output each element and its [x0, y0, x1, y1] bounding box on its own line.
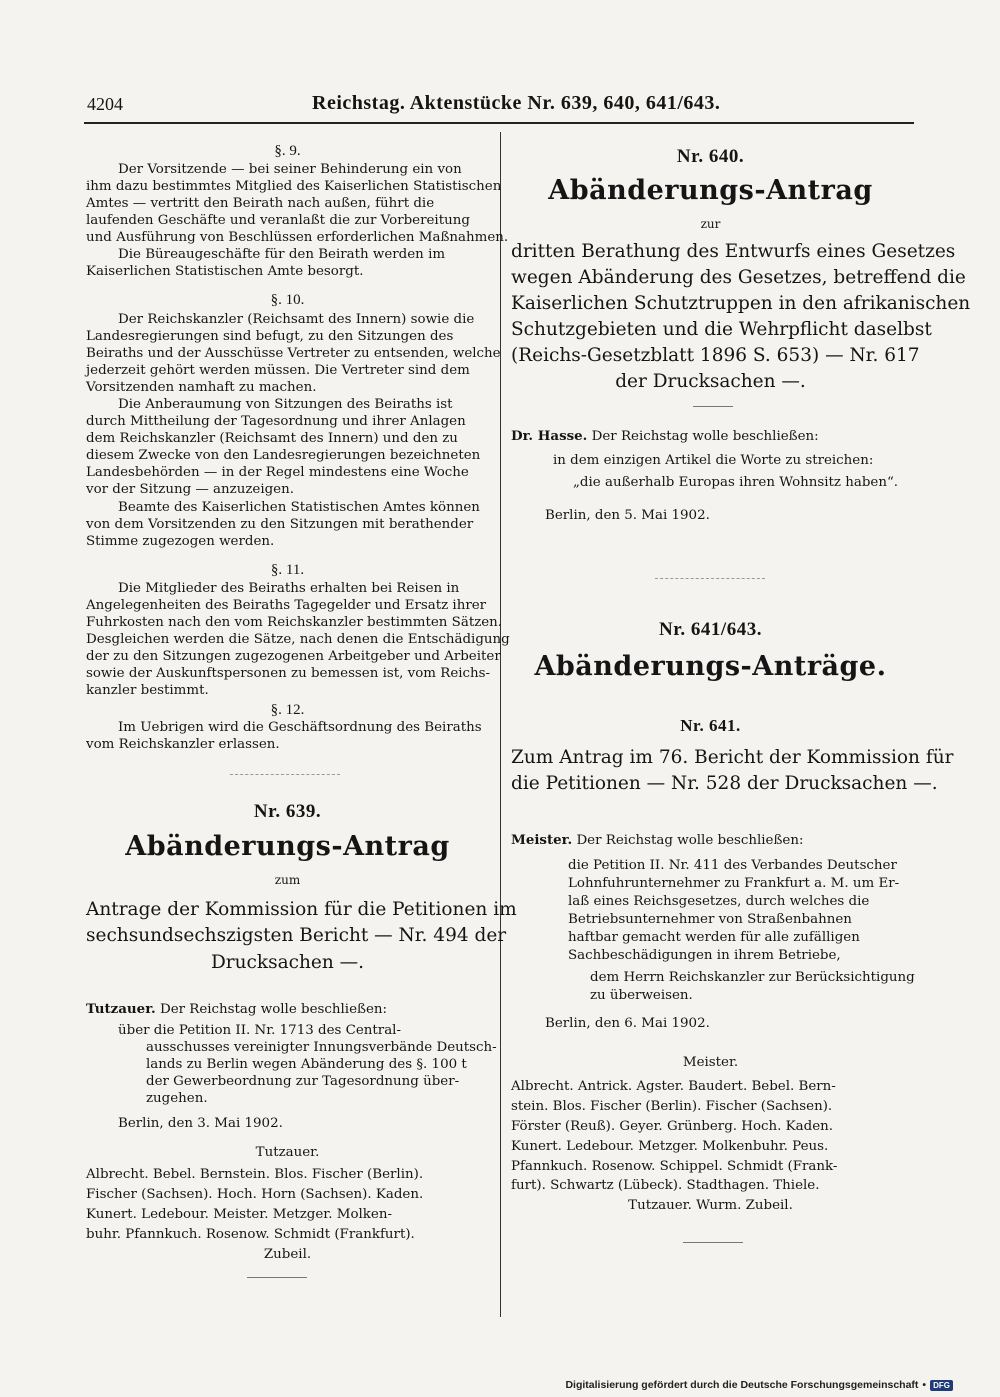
separator [683, 1242, 743, 1243]
supporters-line: Zubeil. [263, 1247, 312, 1262]
text-line: sowie der Auskunftspersonen zu bemessen ist, vom Reichs- [86, 666, 491, 681]
subtitle-line: der Drucksachen —. [615, 371, 806, 392]
text-line: haftbar gemacht werden für alle zufälligen [568, 930, 860, 945]
text-line: „die außerhalb Europas ihren Wohnsitz haben“. [573, 475, 899, 490]
supporters-line: furt). Schwartz (Lübeck). Stadthagen. Thiele. [511, 1178, 820, 1193]
text-line: vom Reichskanzler erlassen. [86, 737, 280, 752]
supporters-line: Kunert. Ledebour. Metzger. Molkenbuhr. Peus. [511, 1139, 829, 1154]
supporters-line: Albrecht. Bebel. Bernstein. Blos. Fischer (Berlin). [86, 1167, 424, 1182]
document-title-639: Abänderungs-Antrag [125, 831, 450, 862]
motion-intro: Dr. Hasse. Der Reichstag wolle beschließen: [511, 428, 819, 444]
subtitle-line: Kaiserlichen Schutztruppen in den afrikanischen [511, 293, 971, 314]
text-line: Fuhrkosten nach den vom Reichskanzler bestimmten Sätzen. [86, 615, 503, 630]
funding-footer [565, 1379, 953, 1391]
connector-word: zur [700, 217, 721, 231]
document-title-640: Abänderungs-Antrag [548, 175, 873, 206]
supporters-line: Kunert. Ledebour. Meister. Metzger. Molken- [86, 1207, 392, 1222]
text-line: Sachbeschädigungen in ihrem Betriebe, [568, 948, 841, 963]
text-line: Der Vorsitzende — bei seiner Behinderung ein von [118, 162, 462, 177]
subtitle-line: sechsundsechszigsten Bericht — Nr. 494 der [86, 925, 507, 946]
dfg-logo-icon: DFG [930, 1380, 953, 1391]
subtitle-line: dritten Berathung des Entwurfs eines Gesetzes [511, 241, 956, 262]
date-line: Berlin, den 3. Mai 1902. [118, 1116, 283, 1131]
text-line: Die Büreaugeschäfte für den Beirath werden im [118, 247, 446, 262]
text-line: Desgleichen werden die Sätze, nach denen die Entschädigung [86, 632, 510, 647]
separator [247, 1277, 307, 1278]
mover-name: Dr. Hasse. [511, 428, 588, 444]
text-line: Die Mitglieder des Beiraths erhalten bei Reisen in [118, 581, 460, 596]
text-line: Stimme zugezogen werden. [86, 534, 275, 549]
text-line: Landesbehörden — in der Regel mindestens eine Woche [86, 465, 469, 480]
supporters-line: stein. Blos. Fischer (Berlin). Fischer (Sachsen). [511, 1099, 833, 1114]
text-line: Betriebsunternehmer von Straßenbahnen [568, 912, 852, 927]
text-line: Landesregierungen sind befugt, zu den Sitzungen des [86, 329, 454, 344]
text-line: lands zu Berlin wegen Abänderung des §. 100 t [146, 1057, 467, 1072]
section-heading-11: §. 11. [270, 562, 305, 578]
text-line: Lohnfuhrunternehmer zu Frankfurt a. M. um Er- [568, 876, 900, 891]
text-line: der Gewerbeordnung zur Tagesordnung über- [146, 1074, 460, 1089]
section-heading-10: §. 10. [270, 292, 305, 308]
connector-word: zum [274, 873, 301, 887]
page-number: 4204 [87, 94, 123, 114]
date-line: Berlin, den 5. Mai 1902. [545, 508, 710, 523]
document-number-641-643: Nr. 641/643. [659, 619, 762, 640]
text-line: Amtes — vertritt den Beirath nach außen, führt die [86, 196, 435, 211]
subtitle-line: Schutzgebieten und die Wehrpflicht daselbst [511, 319, 932, 340]
text-line: und Ausführung von Beschlüssen erforderlichen Maßnahmen. [86, 230, 509, 245]
text-line: der zu den Sitzungen zugezogenen Arbeitgeber und Arbeiter [86, 649, 501, 664]
document-number-640: Nr. 640. [676, 146, 745, 167]
text-line: jederzeit gehört werden müssen. Die Vertreter sind dem [86, 363, 470, 378]
text-line: dem Reichskanzler (Reichsamt des Innern) und den zu [86, 431, 458, 446]
supporters-line: buhr. Pfannkuch. Rosenow. Schmidt (Frankfurt). [86, 1227, 415, 1242]
subtitle-line: Antrage der Kommission für die Petitionen im [86, 899, 517, 920]
text-line: ausschusses vereinigter Innungsverbände Deutsch- [146, 1040, 497, 1055]
date-line: Berlin, den 6. Mai 1902. [545, 1016, 710, 1031]
section-heading-9: §. 9. [274, 143, 301, 159]
document-number-641: Nr. 641. [680, 716, 741, 735]
text-line: Die Anberaumung von Sitzungen des Beiraths ist [118, 397, 453, 412]
text-line: Kaiserlichen Statistischen Amte besorgt. [86, 264, 364, 279]
supporters-line: Albrecht. Antrick. Agster. Baudert. Bebel. Bern- [511, 1079, 836, 1094]
separator [230, 774, 340, 775]
text-line: diesem Zwecke von den Landesregierungen bezeichneten [86, 448, 481, 463]
text-line: Angelegenheiten des Beiraths Tagegelder und Ersatz ihrer [86, 598, 487, 613]
funding-text: Digitalisierung gefördert durch die Deutsche Forschungsgemeinschaft [565, 1379, 919, 1391]
motion-intro: Meister. Der Reichstag wolle beschließen: [511, 832, 804, 848]
text-line: zugehen. [146, 1091, 208, 1106]
supporters-line: Fischer (Sachsen). Hoch. Horn (Sachsen). Kaden. [86, 1187, 424, 1202]
text-line: Im Uebrigen wird die Geschäftsordnung des Beiraths [118, 720, 482, 735]
subtitle-line: (Reichs-Gesetzblatt 1896 S. 653) — Nr. 617 [511, 345, 920, 366]
subtitle-line: Zum Antrag im 76. Bericht der Kommission für [511, 747, 954, 768]
document-number-639: Nr. 639. [253, 801, 322, 822]
text-line: zu überweisen. [590, 988, 693, 1003]
supporters-line: Förster (Reuß). Geyer. Grünberg. Hoch. Kaden. [511, 1119, 834, 1134]
text-line: in dem einzigen Artikel die Worte zu streichen: [553, 453, 874, 468]
signer: Tutzauer. [255, 1145, 320, 1160]
text-line: laufenden Geschäfte und veranlaßt die zur Vorbereitung [86, 213, 470, 228]
running-title: Reichstag. Aktenstücke Nr. 639, 640, 641/643. [312, 92, 721, 114]
text-line: Der Reichskanzler (Reichsamt des Innern) sowie die [118, 312, 475, 327]
column-divider [500, 132, 501, 1317]
supporters-line: Tutzauer. Wurm. Zubeil. [628, 1198, 793, 1213]
text-line: Vorsitzenden namhaft zu machen. [86, 380, 317, 395]
subtitle-line: die Petitionen — Nr. 528 der Drucksachen —. [511, 773, 938, 794]
text-line: Beamte des Kaiserlichen Statistischen Amtes können [118, 500, 480, 515]
document-title-641-643: Abänderungs-Anträge. [534, 651, 887, 682]
signer: Meister. [682, 1055, 739, 1070]
subtitle-line: Drucksachen —. [210, 952, 365, 973]
text-line: laß eines Reichsgesetzes, durch welches die [568, 894, 870, 909]
dot-separator: • [922, 1379, 927, 1391]
text-line: vor der Sitzung — anzuzeigen. [86, 482, 294, 497]
text-line: Beiraths und der Ausschüsse Vertreter zu entsenden, welche [86, 346, 501, 361]
text-line: die Petition II. Nr. 411 des Verbandes Deutscher [568, 858, 897, 873]
header-rule [84, 122, 914, 124]
supporters-line: Pfannkuch. Rosenow. Schippel. Schmidt (Frank- [511, 1159, 838, 1174]
separator [655, 578, 765, 579]
motion-intro: Tutzauer. Der Reichstag wolle beschließen: [86, 1001, 388, 1017]
mover-name: Meister. [511, 832, 573, 848]
subtitle-line: wegen Abänderung des Gesetzes, betreffend die [511, 267, 966, 288]
mover-name: Tutzauer. [86, 1001, 156, 1017]
text-line: ihm dazu bestimmtes Mitglied des Kaiserlichen Statistischen [86, 179, 502, 194]
separator [693, 406, 733, 407]
text-line: dem Herrn Reichskanzler zur Berücksichtigung [590, 970, 915, 985]
text-line: kanzler bestimmt. [86, 683, 209, 698]
section-heading-12: §. 12. [270, 702, 305, 718]
text-line: durch Mittheilung der Tagesordnung und ihrer Anlagen [86, 414, 466, 429]
text-line: von dem Vorsitzenden zu den Sitzungen mit berathender [86, 517, 474, 532]
text-line: über die Petition II. Nr. 1713 des Central- [118, 1023, 401, 1038]
